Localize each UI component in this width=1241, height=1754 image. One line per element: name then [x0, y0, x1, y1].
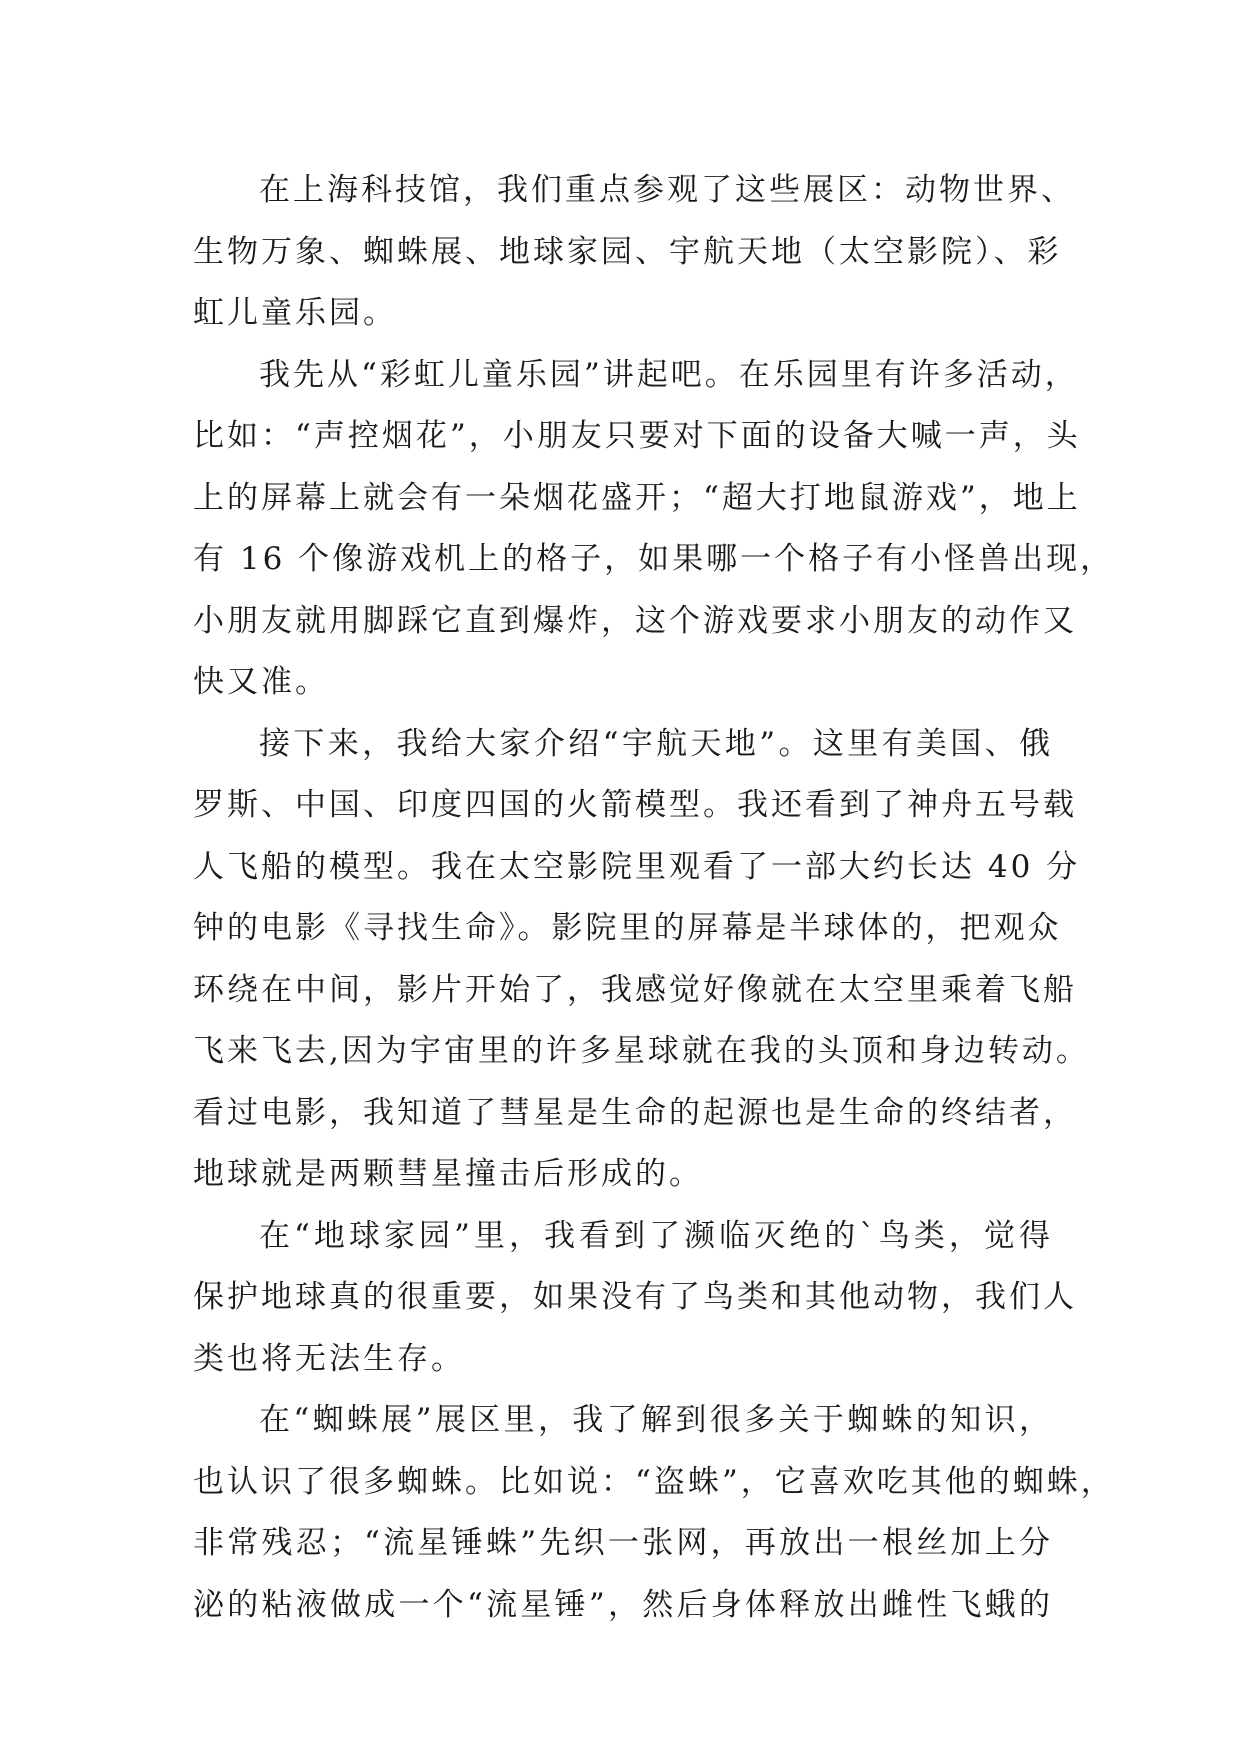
- text-line: 保护地球真的很重要，如果没有了鸟类和其他动物，我们人: [193, 1279, 1077, 1315]
- text-line: 地球就是两颗彗星撞击后形成的。: [193, 1156, 703, 1192]
- paragraph-5: [193, 1390, 1115, 1636]
- text-line: 我先从“彩虹儿童乐园”讲起吧。在乐园里有许多活动，: [259, 356, 1079, 393]
- text-line: 钟的电影《寻找生命》。影院里的屏幕是半球体的，把观众: [193, 910, 1062, 946]
- text-line: 飞来飞去,因为宇宙里的许多星球就在我的头顶和身边转动。: [193, 1033, 1090, 1069]
- text-line: 比如：“声控烟花”，小朋友只要对下面的设备大喊一声，头: [193, 418, 1081, 454]
- text-line: 小朋友就用脚踩它直到爆炸，这个游戏要求小朋友的动作又: [193, 602, 1077, 639]
- paragraph-1: [193, 160, 1075, 345]
- text-line: 上的屏幕上就会有一朵烟花盛开；“超大打地鼠游戏”，地上: [193, 479, 1081, 516]
- paragraph-3: [193, 714, 1090, 1206]
- text-line: 有 16 个像游戏机上的格子，如果哪一个格子有小怪兽出现，: [193, 541, 1115, 577]
- text-line: 看过电影，我知道了彗星是生命的起源也是生命的终结者，: [193, 1094, 1077, 1131]
- text-line: 类也将无法生存。: [193, 1340, 465, 1377]
- text-line: 生物万象、蜘蛛展、地球家园、宇航天地（太空影院）、彩: [193, 233, 1062, 270]
- text-line: 接下来，我给大家介绍“宇航天地”。这里有美国、俄: [259, 725, 1053, 762]
- text-line: 罗斯、中国、印度四国的火箭模型。我还看到了神舟五号载: [193, 787, 1077, 823]
- text-line: 也认识了很多蜘蛛。比如说：“盗蛛”，它喜欢吃其他的蜘蛛，: [193, 1463, 1115, 1500]
- text-line: 在上海科技馆，我们重点参观了这些展区：动物世界、: [259, 172, 1075, 208]
- text-line: 人飞船的模型。我在太空影院里观看了一部大约长达 40 分: [193, 848, 1081, 885]
- text-line: 在“地球家园”里，我看到了濒临灭绝的`鸟类，觉得: [259, 1217, 1053, 1254]
- text-line: 在“蜘蛛展”展区里，我了解到很多关于蜘蛛的知识，: [259, 1402, 1053, 1438]
- text-line: 非常残忍；“流星锤蛛”先织一张网，再放出一根丝加上分: [193, 1525, 1053, 1561]
- document-body: [193, 160, 1115, 1636]
- paragraph-2: [193, 345, 1115, 714]
- text-line: 泌的粘液做成一个“流星锤”，然后身体释放出雌性飞蛾的: [193, 1586, 1053, 1623]
- text-line: 虹儿童乐园。: [193, 295, 397, 331]
- paragraph-4: [193, 1206, 1077, 1391]
- text-line: 快又准。: [193, 664, 329, 700]
- text-line: 环绕在中间，影片开始了，我感觉好像就在太空里乘着飞船: [193, 971, 1077, 1008]
